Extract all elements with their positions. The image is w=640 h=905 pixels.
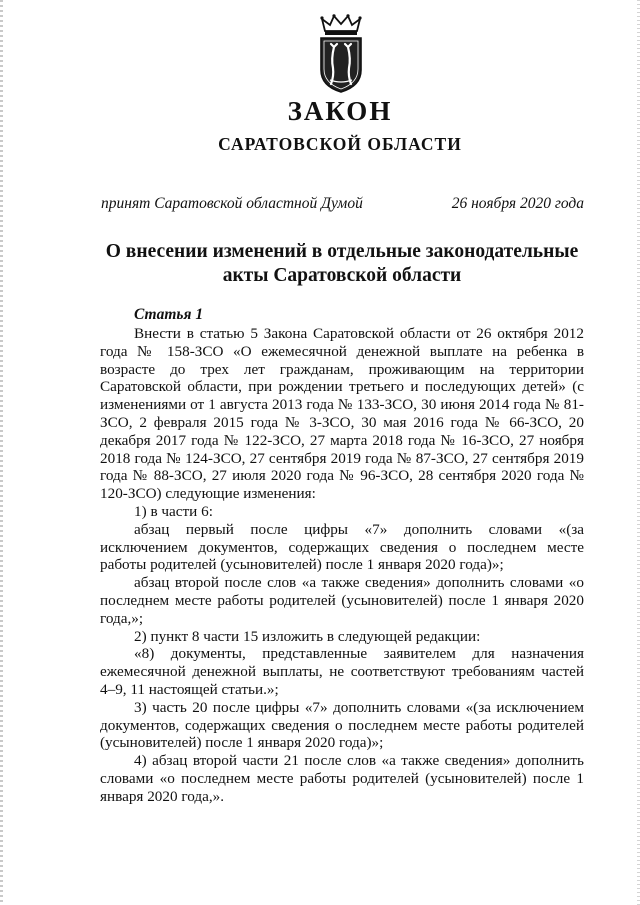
document-title: ЗАКОН xyxy=(287,96,393,126)
adopted-by: принят Саратовской областной Думой xyxy=(101,195,363,212)
article-paragraph: 2) пункт 8 части 15 изложить в следующей редакции: xyxy=(134,627,481,645)
law-title-line: О внесении изменений в отдельные законодательные xyxy=(105,241,579,262)
adoption-date: 26 ноября 2020 года xyxy=(451,195,584,212)
article-paragraph: «8) документы, представленные заявителем для назначения ежемесячной денежной выплаты, не соответствуют требованиям частей 4–9, 11 настоящей статьи.»; xyxy=(100,645,584,698)
article-paragraph: абзац второй после слов «а также сведения» дополнить словами «о последнем месте работы родителей (усыновителей) после 1 января 2020 года,»; xyxy=(100,574,584,627)
article-paragraph: Внести в статью 5 Закона Саратовской области от 26 октября 2012 года № 158-ЗСО «О ежемесячной денежной выплате на ребенка в возрасте до трех лет гражданам, проживающим на территории Саратовской области, при рождении третьего и последующих детей» (с изменениями от 1 августа 2013 года № 133-ЗСО, 30 июня 2014 года № 81-ЗСО, 2 февраля 2015 года № 3-ЗСО, 30 мая 2016 года № 66-ЗСО, 20 декабря 2017 года № 122-ЗСО, 27 марта 2018 года № 16-ЗСО, 27 ноября 2018 года № 124-ЗСО, 27 сентября 2019 года № 87-ЗСО, 27 сентября 2019 года № 88-ЗСО, 27 июля 2020 года № 96-ЗСО, 28 сентября 2020 года № 120-ЗСО) следующие изменения: xyxy=(100,325,584,503)
law-title-line: акты Саратовской области xyxy=(222,265,462,286)
article-paragraph: 1) в части 6: xyxy=(134,502,213,520)
article-heading: Статья 1 xyxy=(134,306,204,323)
article-paragraph: 4) абзац второй части 21 после слов «а также сведения» дополнить словами «о последнем месте работы родителей (усыновителей) после 1 января 2020 года,». xyxy=(100,752,584,805)
article-body xyxy=(100,325,584,806)
article-paragraph: абзац первый после цифры «7» дополнить словами «(за исключением документов, содержащих сведения о последнем месте работы родителей (усыновителей) после 1 января 2020 года)»; xyxy=(100,520,584,574)
law-title xyxy=(100,240,584,288)
saratov-coat-of-arms-icon xyxy=(318,14,364,94)
article-paragraph: 3) часть 20 после цифры «7» дополнить словами «(за исключением документов, содержащих сведения о последнем месте работы родителей (усыновителей) после 1 января 2020 года)»; xyxy=(100,698,584,752)
document-subtitle: САРАТОВСКОЙ ОБЛАСТИ xyxy=(218,134,462,154)
